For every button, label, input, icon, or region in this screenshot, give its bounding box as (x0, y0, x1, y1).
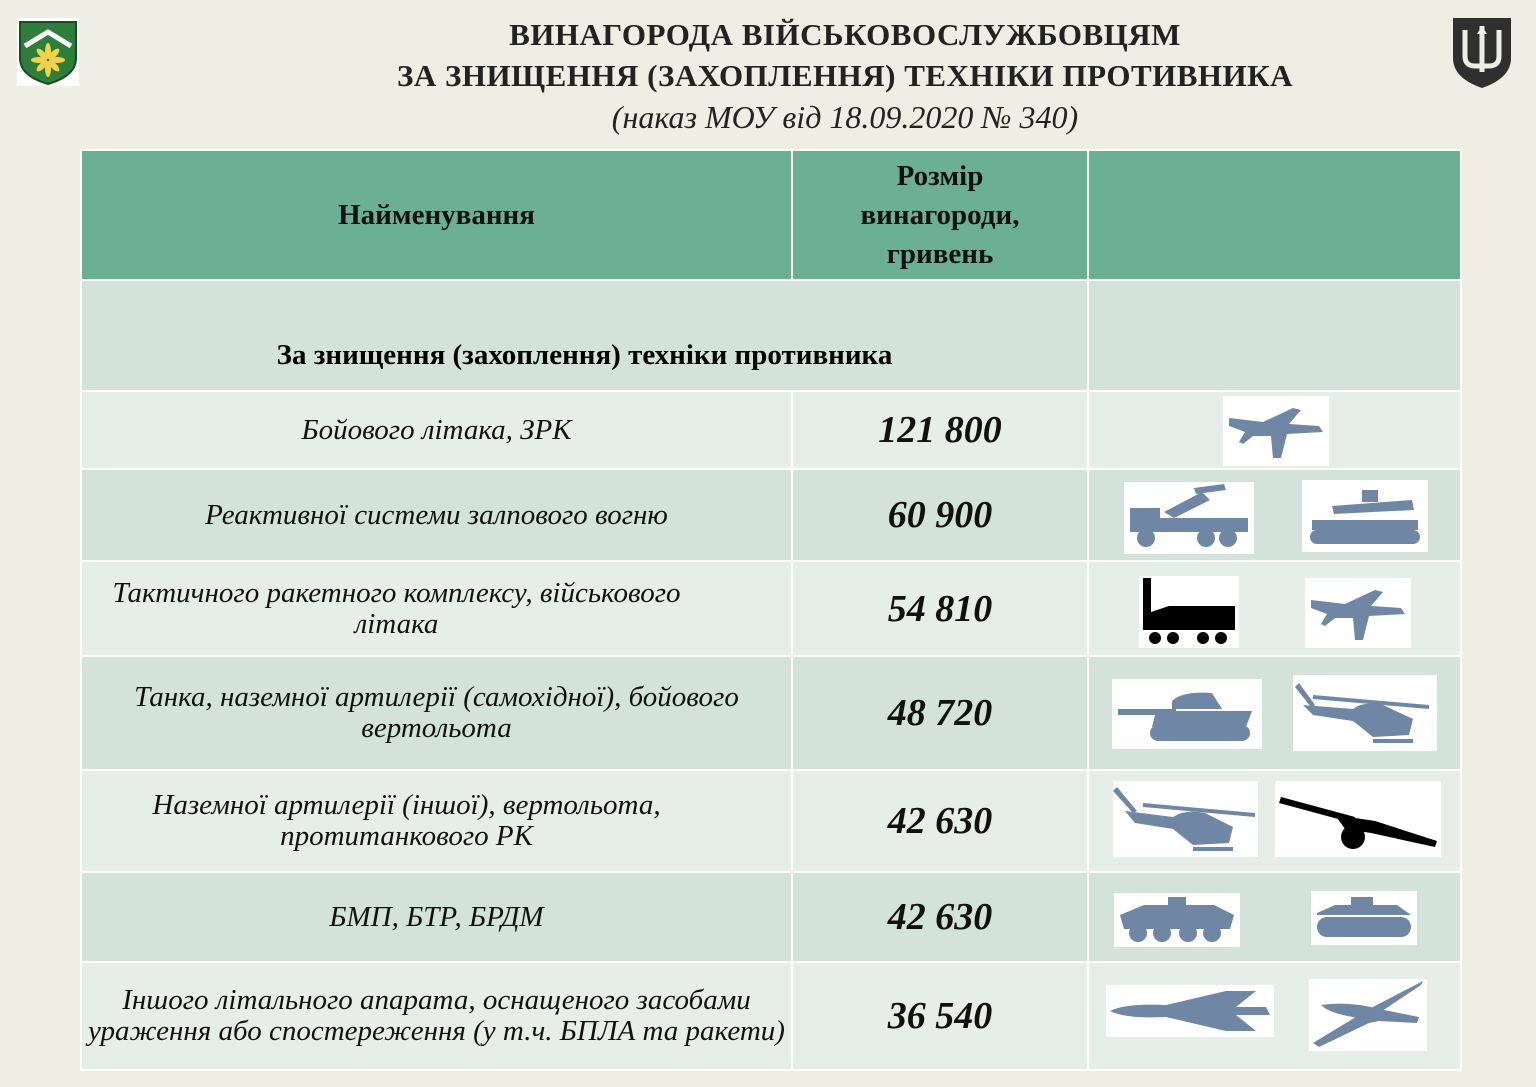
tracked-launcher-icon (1302, 480, 1428, 552)
table-row (81, 872, 1461, 962)
uav-drone-icon (1309, 979, 1427, 1051)
attack-helicopter-icon (1293, 675, 1437, 751)
award-table (80, 149, 1462, 1071)
tactical-missile-launcher-icon (1139, 576, 1239, 648)
row-name (81, 770, 792, 872)
table-row (81, 656, 1461, 770)
fighter-jet-icon (1305, 578, 1411, 648)
table-header-row (81, 150, 1461, 280)
row-amount: 36 540 (792, 962, 1088, 1070)
title-line-2: ЗА ЗНИЩЕННЯ (ЗАХОПЛЕННЯ) ТЕХНІКИ ПРОТИВНИКА (396, 58, 1294, 93)
title-line-1: ВИНАГОРОДА ВІЙСЬКОВОСЛУЖБОВЦЯМ (509, 17, 1181, 52)
table-row (81, 391, 1461, 469)
column-header-amount (792, 150, 1088, 280)
row-amount: 121 800 (792, 391, 1088, 469)
towed-artillery-icon (1275, 781, 1441, 857)
row-name-text: Тактичного ракетного комплексу, військового літака (112, 576, 681, 640)
table-row (81, 962, 1461, 1070)
row-images (1088, 770, 1461, 872)
row-images (1088, 391, 1461, 469)
wheeled-apc-icon (1114, 893, 1240, 947)
column-header-amount-text: Розмір винагороди, гривень (860, 159, 1020, 270)
row-amount: 60 900 (792, 469, 1088, 561)
row-name-text: Наземної артилерії (іншої), вертольота, протитанкового РК (152, 789, 661, 852)
row-images (1088, 561, 1461, 656)
helicopter-icon (1113, 781, 1258, 857)
rocket-launcher-truck-icon (1124, 482, 1254, 554)
fighter-jet-icon (1223, 396, 1329, 466)
row-amount: 48 720 (792, 656, 1088, 770)
table-row (81, 561, 1461, 656)
tank-icon (1112, 679, 1262, 749)
row-images (1088, 872, 1461, 962)
row-images (1088, 469, 1461, 561)
brigade-emblem-icon (17, 18, 79, 86)
header (200, 14, 1490, 138)
column-header-name: Найменування (81, 150, 792, 280)
tracked-ifv-icon (1311, 891, 1417, 945)
row-amount: 42 630 (792, 770, 1088, 872)
cruise-missile-icon (1106, 985, 1274, 1037)
row-amount: 42 630 (792, 872, 1088, 962)
row-name: Бойового літака, ЗРК (81, 391, 792, 469)
row-amount: 54 810 (792, 561, 1088, 656)
row-name: Реактивної системи залпового вогню (81, 469, 792, 561)
section-title: За знищення (захоплення) техніки противника (81, 280, 1088, 391)
row-name: Танка, наземної артилерії (самохідної), бойового вертольота (81, 656, 792, 770)
column-header-images (1088, 150, 1461, 280)
row-name (81, 561, 792, 656)
table-row (81, 469, 1461, 561)
row-name: БМП, БТР, БРДМ (81, 872, 792, 962)
section-empty-cell (1088, 280, 1461, 391)
row-images (1088, 962, 1461, 1070)
table-row (81, 770, 1461, 872)
section-row (81, 280, 1461, 391)
row-name: Іншого літального апарата, оснащеного засобами ураження або спостереження (у т.ч. БПЛА та ракети) (81, 962, 792, 1070)
row-images (1088, 656, 1461, 770)
subtitle: (наказ МОУ від 18.09.2020 № 340) (611, 99, 1079, 135)
